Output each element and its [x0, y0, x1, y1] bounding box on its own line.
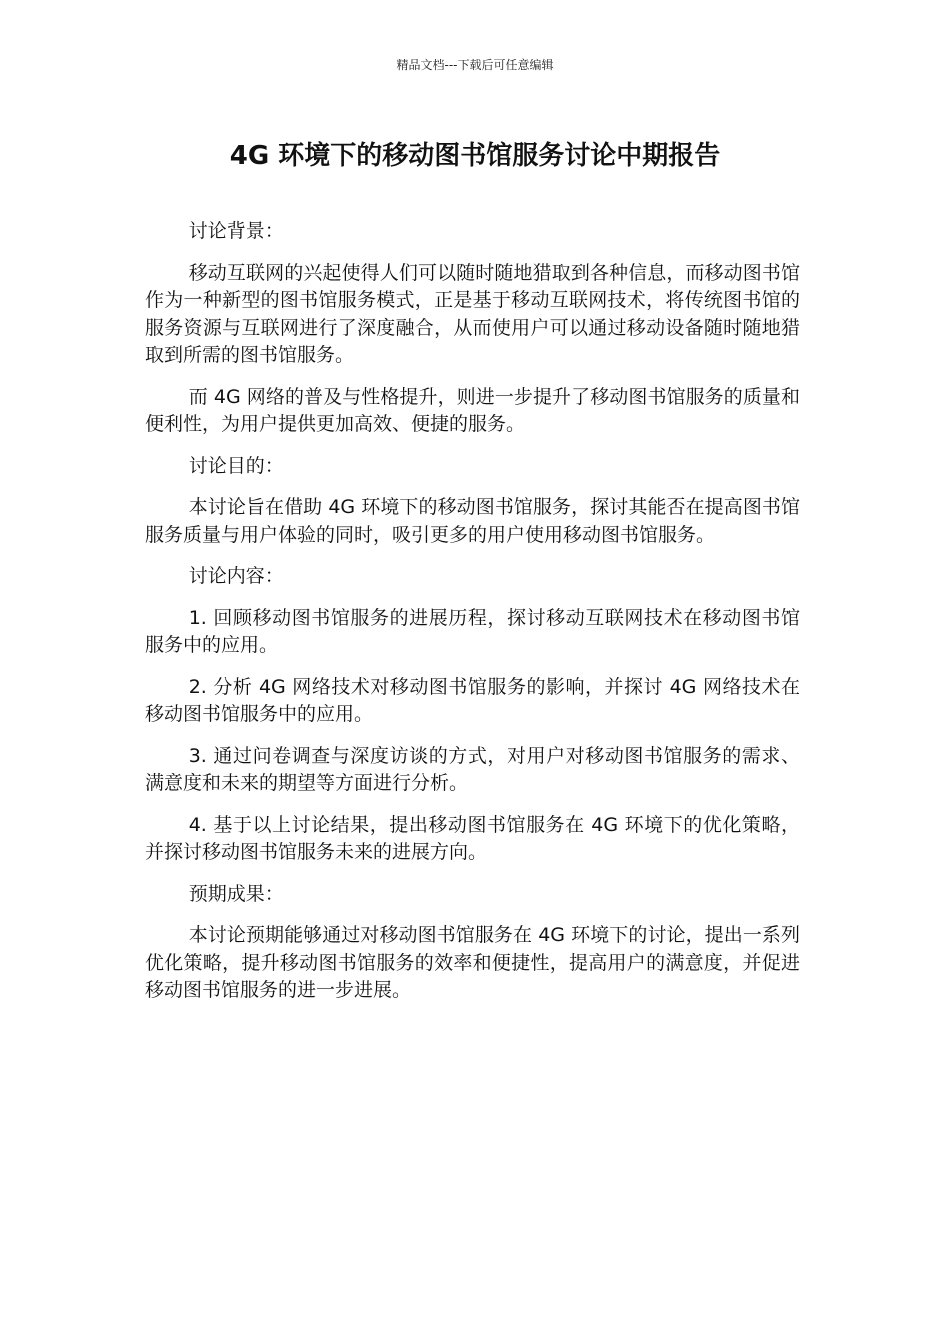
section-heading-purpose: 讨论目的： — [188, 454, 284, 477]
section-heading-background: 讨论背景： — [188, 220, 284, 242]
document-title: 4G 环境下的移动图书馆服务讨论中期报告 — [229, 141, 721, 171]
paragraph-outcomes-text: 本讨论预期能够通过对移动图书馆服务在 4G 环境下的讨论，提出一系列优化策略，提升移动图书馆服务的效率和便捷性，提高用户的满意度，并促进移动图书馆服务的进一步进展。 — [145, 924, 800, 1001]
paragraph-purpose-text: 本讨论旨在借助 4G 环境下的移动图书馆服务，探讨其能否在提高图书馆服务质量与用户体验的同时，吸引更多的用户使用移动图书馆服务。 — [145, 496, 800, 546]
paragraph-background-text: 移动互联网的兴起使得人们可以随时随地猎取到各种信息，而移动图书馆作为一种新型的图书馆服务模式，正是基于移动互联网技术，将传统图书馆的服务资源与互联网进行了深度融合，从而使用户可以通过移动设备随时随地猎取到所需的图书馆服务。 — [145, 261, 800, 366]
document-body — [145, 218, 800, 1019]
content-item-1: 1. 回顾移动图书馆服务的进展历程，探讨移动互联网技术在移动图书馆服务中的应用。 — [145, 606, 800, 656]
paragraph-4g-impact: 而 4G 网络的普及与性格提升，则进一步提升了移动图书馆服务的质量和便利性，为用户提供更加高效、便捷的服务。 — [145, 385, 800, 435]
section-heading-outcomes: 预期成果： — [188, 882, 284, 905]
section-heading-content: 讨论内容： — [188, 565, 284, 587]
content-item-2: 2. 分析 4G 网络技术对移动图书馆服务的影响，并探讨 4G 网络技术在移动图书馆服务中的应用。 — [145, 675, 800, 725]
content-item-3: 3. 通过问卷调查与深度访谈的方式，对用户对移动图书馆服务的需求、满意度和未来的期望等方面进行分析。 — [145, 744, 800, 794]
content-item-4: 4. 基于以上讨论结果，提出移动图书馆服务在 4G 环境下的优化策略，并探讨移动图书馆服务未来的进展方向。 — [145, 813, 800, 863]
header-note: 精品文档---下载后可任意编辑 — [396, 58, 554, 72]
